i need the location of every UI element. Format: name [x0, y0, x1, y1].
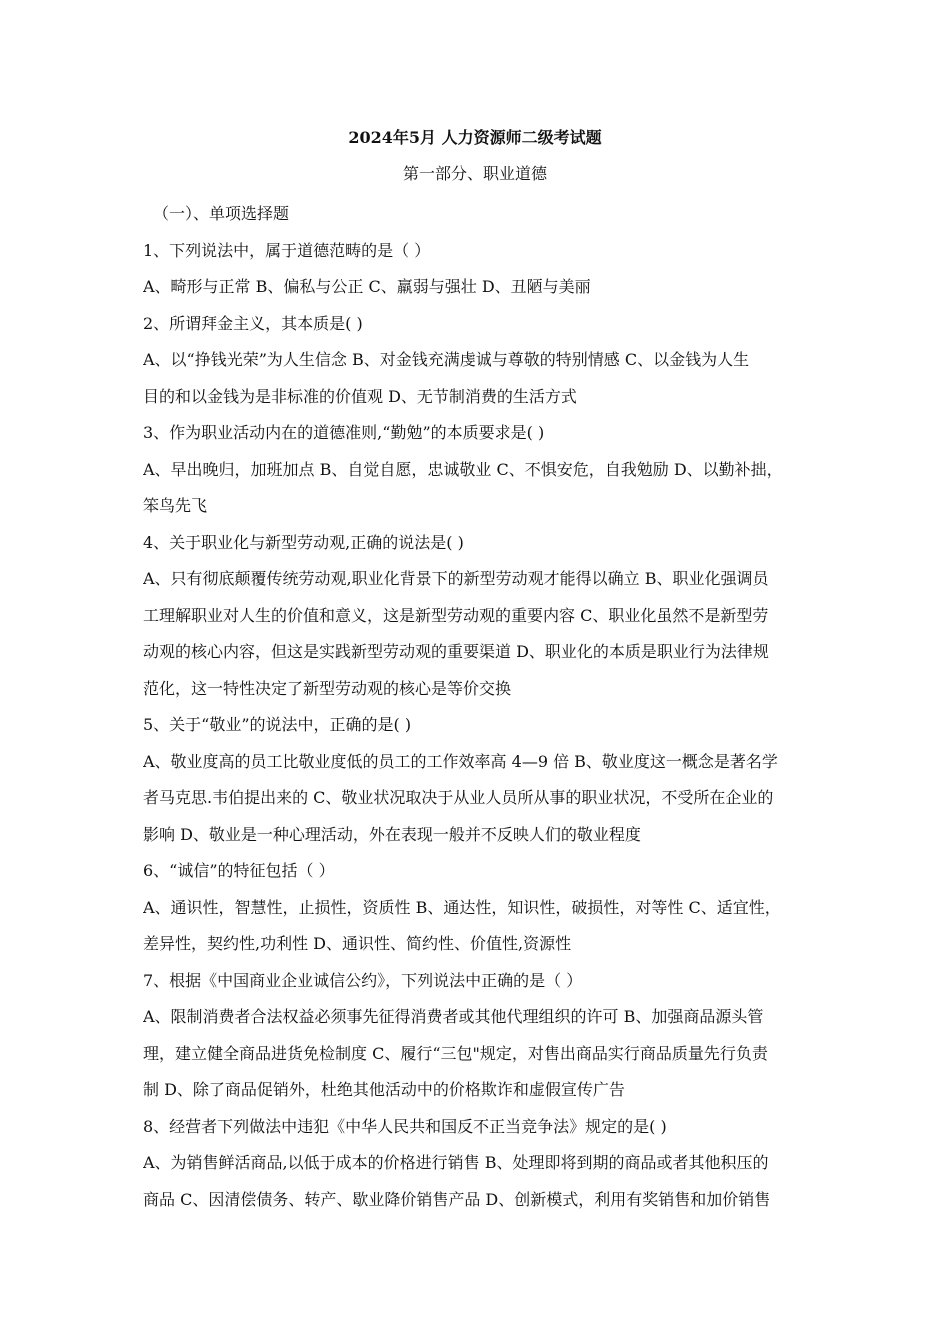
options-2-line-2: 目的和以金钱为是非标准的价值观 D、无节制消费的生活方式	[143, 386, 577, 406]
document-body	[143, 196, 819, 1218]
options-6-line-2: 差异性，契约性,功利性 D、通识性、简约性、价值性,资源性	[143, 934, 572, 953]
options-7-line-2: 理，建立健全商品进货免检制度 C、履行“三包"规定，对售出商品实行商品质量先行负责	[143, 1043, 768, 1063]
question-2: 2、所谓拜金主义，其本质是( )	[143, 313, 363, 333]
options-2-line-1: A、以“挣钱光荣”为人生信念 B、对金钱充满虔诚与尊敬的特别情感 C、以金钱为人生	[143, 350, 750, 369]
question-4: 4、关于职业化与新型劳动观,正确的说法是( )	[143, 532, 464, 552]
options-4-line-4: 范化，这一特性决定了新型劳动观的核心是等价交换	[143, 678, 512, 698]
question-1: 1、下列说法中，属于道德范畴的是（ ）	[143, 240, 431, 260]
document-title: 2024年5月 人力资源师二级考试题	[348, 128, 602, 147]
question-7: 7、根据《中国商业企业诚信公约》，下列说法中正确的是（ ）	[143, 970, 583, 990]
options-3-line-2: 笨鸟先飞	[143, 496, 208, 515]
options-3-line-1: A、早出晚归，加班加点 B、自觉自愿，忠诚敬业 C、不惧安危，自我勉励 D、以勤补拙，	[143, 459, 783, 479]
question-6: 6、“诚信”的特征包括（ ）	[143, 861, 335, 880]
options-5-line-3: 影响 D、敬业是一种心理活动，外在表现一般并不反映人们的敬业程度	[143, 824, 641, 844]
options-4-line-2: 工理解职业对人生的价值和意义，这是新型劳动观的重要内容 C、职业化虽然不是新型劳	[143, 605, 769, 625]
options-7-line-3: 制 D、除了商品促销外，杜绝其他活动中的价格欺诈和虚假宣传广告	[143, 1080, 625, 1099]
section-heading: （一）、单项选择题	[153, 204, 290, 223]
options-8-line-1: A、为销售鲜活商品,以低于成本的价格进行销售 B、处理即将到期的商品或者其他积压的	[143, 1153, 769, 1172]
options-8-line-2: 商品 C、因清偿债务、转产、歇业降价销售产品 D、创新模式，利用有奖销售和加价销售	[143, 1189, 771, 1209]
options-4-line-1: A、只有彻底颠覆传统劳动观,职业化背景下的新型劳动观才能得以确立 B、职业化强调员	[143, 569, 769, 588]
part-heading: 第一部分、职业道德	[402, 164, 547, 183]
options-4-line-3: 动观的核心内容，但这是实践新型劳动观的重要渠道 D、职业化的本质是职业行为法律规	[143, 642, 769, 661]
question-8: 8、经营者下列做法中违犯《中华人民共和国反不正当竞争法》规定的是( )	[143, 1116, 667, 1136]
question-5: 5、关于“敬业”的说法中，正确的是( )	[143, 715, 412, 734]
options-5-line-1: A、敬业度高的员工比敬业度低的员工的工作效率高 4—9 倍 B、敬业度这一概念是著名学	[143, 751, 778, 771]
question-3: 3、作为职业活动内在的道德准则,“勤勉”的本质要求是( )	[143, 423, 545, 442]
options-6-line-1: A、通识性，智慧性，止损性，资质性 B、通达性，知识性，破损性，对等性 C、适宜性，	[143, 897, 781, 917]
options-5-line-2: 者马克思.韦伯提出来的 C、敬业状况取决于从业人员所从事的职业状况，不受所在企业的	[143, 788, 774, 807]
options-7-line-1: A、限制消费者合法权益必须事先征得消费者或其他代理组织的许可 B、加强商品源头管	[143, 1007, 764, 1026]
options-1: A、畸形与正常 B、偏私与公正 C、羸弱与强壮 D、丑陋与美丽	[143, 277, 591, 296]
